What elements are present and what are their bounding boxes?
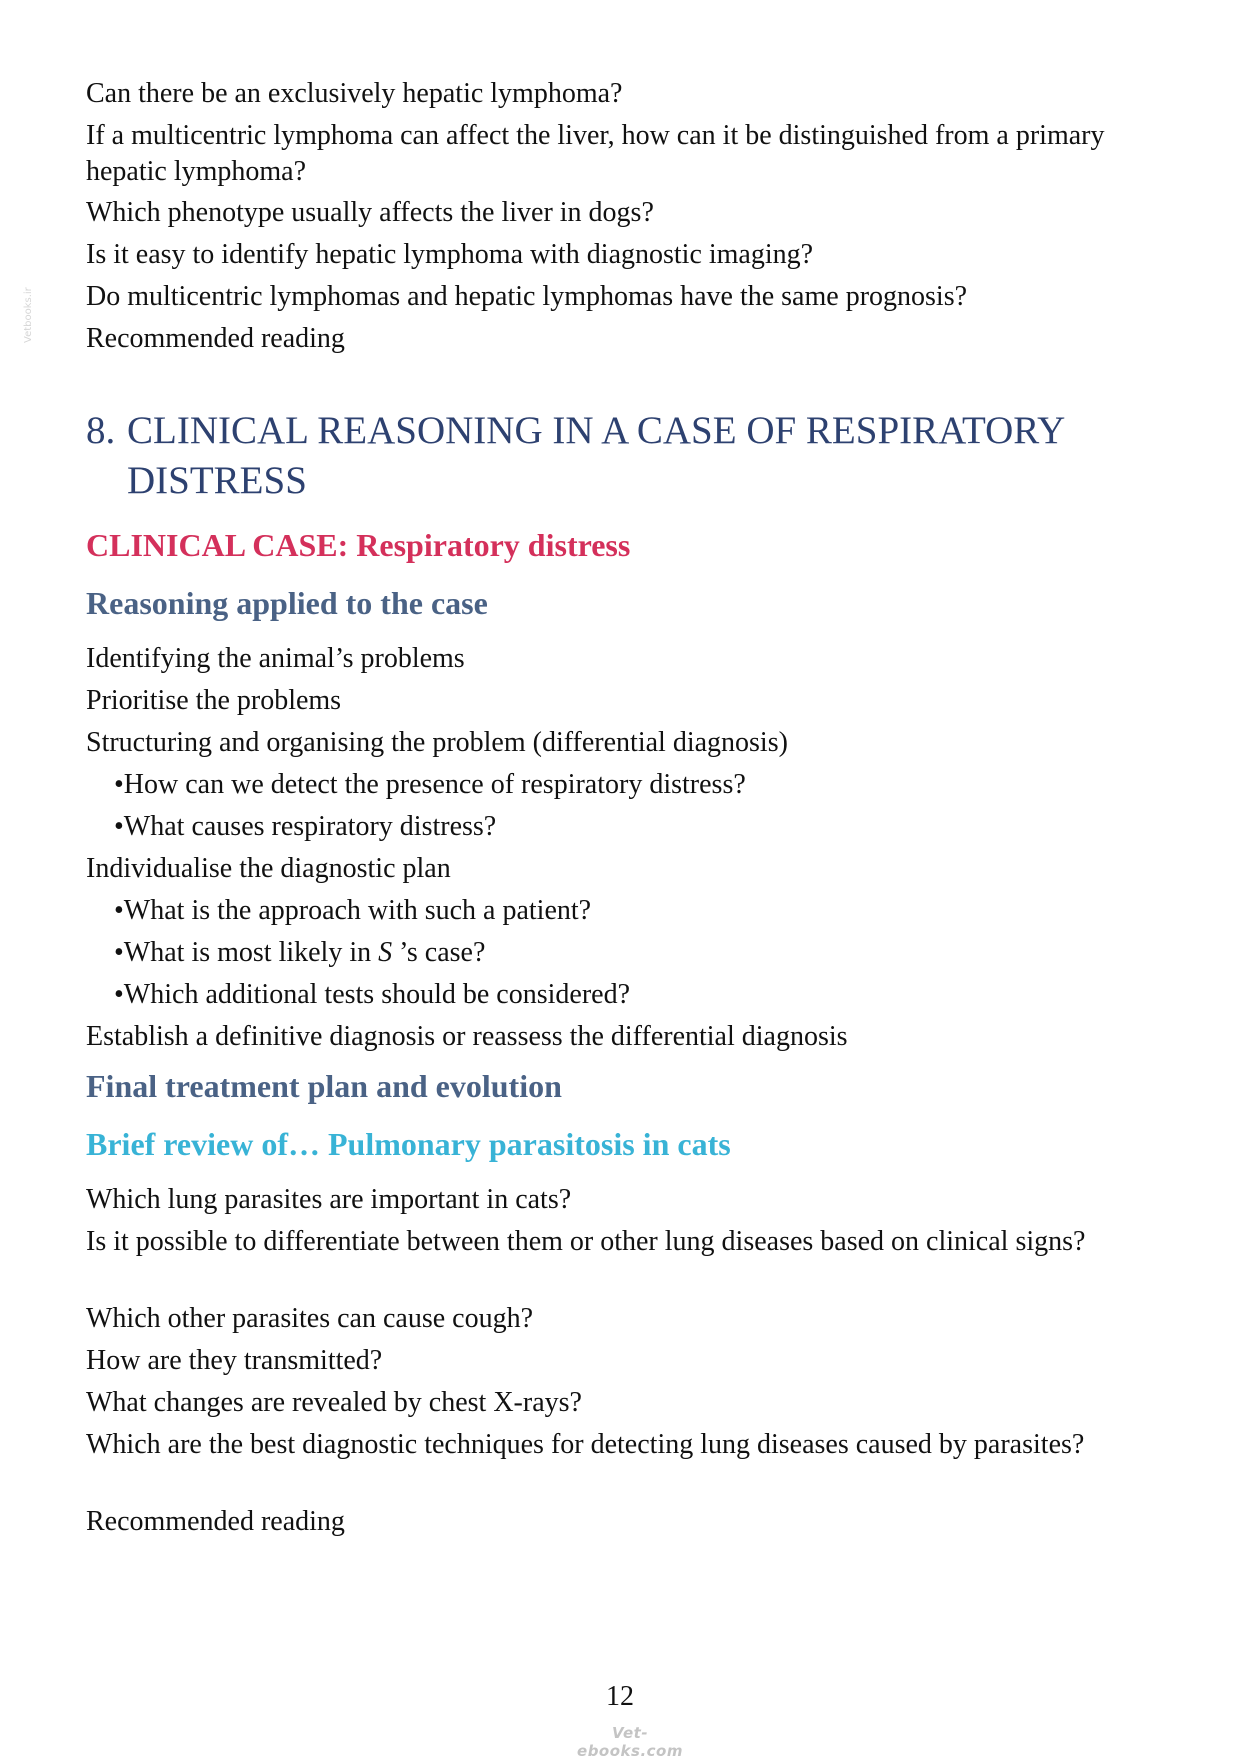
toc-item[interactable]: Individualise the diagnostic plan bbox=[86, 853, 451, 884]
toc-item[interactable]: Recommended reading bbox=[86, 323, 345, 354]
page-number: 12 bbox=[606, 1681, 634, 1712]
toc-subitem[interactable]: •How can we detect the presence of respiratory distress? bbox=[114, 769, 746, 800]
clinical-case-heading[interactable]: CLINICAL CASE: Respiratory distress bbox=[86, 527, 631, 563]
toc-item[interactable]: What changes are revealed by chest X-rays? bbox=[86, 1387, 582, 1418]
toc-item[interactable]: Recommended reading bbox=[86, 1506, 345, 1537]
toc-subitem[interactable]: •What is the approach with such a patient? bbox=[114, 895, 592, 926]
toc-item[interactable]: Is it possible to differentiate between them or other lung diseases based on clinical signs? bbox=[86, 1226, 1086, 1257]
brief-review-heading[interactable]: Brief review of… Pulmonary parasitosis in cats bbox=[86, 1126, 731, 1162]
toc-item[interactable]: Identifying the animal’s problems bbox=[86, 643, 465, 674]
chapter-number: 8. bbox=[86, 409, 116, 452]
toc-item[interactable]: Which lung parasites are important in cats? bbox=[86, 1184, 572, 1215]
toc-item[interactable]: Establish a definitive diagnosis or reassess the differential diagnosis bbox=[86, 1021, 848, 1052]
toc-subitem-text: ’s case? bbox=[392, 937, 486, 968]
toc-item[interactable]: Do multicentric lymphomas and hepatic lymphomas have the same prognosis? bbox=[86, 281, 968, 312]
toc-item[interactable]: Prioritise the problems bbox=[86, 685, 342, 716]
side-watermark: Vetbooks.ir bbox=[23, 287, 34, 343]
toc-subitem[interactable]: •What causes respiratory distress? bbox=[114, 811, 497, 842]
toc-item[interactable]: Can there be an exclusively hepatic lymphoma? bbox=[86, 78, 623, 109]
toc-subitem[interactable] bbox=[114, 935, 1194, 971]
toc-item[interactable]: Which phenotype usually affects the liver in dogs? bbox=[86, 197, 654, 228]
chapter-title: CLINICAL REASONING IN A CASE OF RESPIRATORY DISTRESS bbox=[127, 409, 1064, 502]
patient-initial: S bbox=[378, 937, 393, 968]
toc-item[interactable]: Which are the best diagnostic techniques for detecting lung diseases caused by parasites? bbox=[86, 1429, 1085, 1460]
toc-item[interactable]: How are they transmitted? bbox=[86, 1345, 383, 1376]
toc-item[interactable]: Which other parasites can cause cough? bbox=[86, 1303, 534, 1334]
footer-watermark: Vet-ebooks.com bbox=[577, 1724, 683, 1760]
toc-subitem[interactable]: •Which additional tests should be considered? bbox=[114, 979, 631, 1010]
final-treatment-heading[interactable]: Final treatment plan and evolution bbox=[86, 1068, 562, 1104]
toc-item[interactable]: If a multicentric lymphoma can affect the liver, how can it be distinguished from a primary hepatic lymphoma? bbox=[86, 120, 1105, 187]
toc-item[interactable]: Is it easy to identify hepatic lymphoma with diagnostic imaging? bbox=[86, 239, 814, 270]
toc-item[interactable]: Structuring and organising the problem (differential diagnosis) bbox=[86, 727, 788, 758]
toc-subitem-text: •What is most likely in bbox=[114, 937, 372, 968]
chapter-heading[interactable] bbox=[86, 406, 1176, 506]
reasoning-heading[interactable]: Reasoning applied to the case bbox=[86, 585, 488, 621]
